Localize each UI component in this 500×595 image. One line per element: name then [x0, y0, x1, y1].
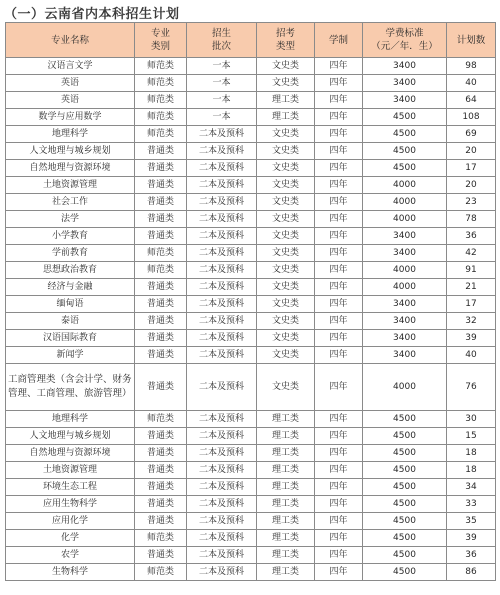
exam-type-cell: 文史类 [257, 279, 315, 296]
plan-cell: 39 [447, 530, 496, 547]
plan-cell: 34 [447, 479, 496, 496]
fee-cell: 4500 [363, 143, 447, 160]
table-row [6, 177, 496, 194]
major-cell: 泰语 [6, 313, 135, 330]
fee-cell: 4500 [363, 462, 447, 479]
batch-cell: 二本及预科 [187, 160, 257, 177]
years-cell: 四年 [315, 347, 363, 364]
fee-cell: 3400 [363, 228, 447, 245]
plan-cell: 36 [447, 228, 496, 245]
years-cell: 四年 [315, 530, 363, 547]
major-cell: 汉语国际教育 [6, 330, 135, 347]
fee-cell: 3400 [363, 330, 447, 347]
category-cell: 普通类 [135, 347, 187, 364]
years-cell: 四年 [315, 445, 363, 462]
major-cell: 土地资源管理 [6, 177, 135, 194]
category-cell: 普通类 [135, 279, 187, 296]
years-cell: 四年 [315, 143, 363, 160]
batch-cell: 二本及预科 [187, 245, 257, 262]
exam-type-cell: 文史类 [257, 364, 315, 411]
major-cell: 英语 [6, 92, 135, 109]
exam-type-cell: 文史类 [257, 296, 315, 313]
years-cell: 四年 [315, 547, 363, 564]
header-category: 专业 类别 [135, 23, 187, 58]
exam-type-cell: 文史类 [257, 194, 315, 211]
fee-cell: 4500 [363, 530, 447, 547]
plan-cell: 39 [447, 330, 496, 347]
years-cell: 四年 [315, 262, 363, 279]
fee-cell: 3400 [363, 245, 447, 262]
fee-cell: 4000 [363, 194, 447, 211]
batch-cell: 二本及预科 [187, 177, 257, 194]
category-cell: 师范类 [135, 126, 187, 143]
plan-cell: 18 [447, 445, 496, 462]
batch-cell: 二本及预科 [187, 530, 257, 547]
major-cell: 汉语言文学 [6, 58, 135, 75]
batch-cell: 一本 [187, 92, 257, 109]
batch-cell: 二本及预科 [187, 330, 257, 347]
plan-cell: 36 [447, 547, 496, 564]
plan-cell: 69 [447, 126, 496, 143]
plan-cell: 17 [447, 160, 496, 177]
category-cell: 普通类 [135, 228, 187, 245]
years-cell: 四年 [315, 496, 363, 513]
plan-cell: 21 [447, 279, 496, 296]
major-cell: 化学 [6, 530, 135, 547]
fee-cell: 4500 [363, 496, 447, 513]
years-cell: 四年 [315, 462, 363, 479]
fee-cell: 4500 [363, 428, 447, 445]
category-cell: 普通类 [135, 445, 187, 462]
category-cell: 师范类 [135, 262, 187, 279]
batch-cell: 二本及预科 [187, 228, 257, 245]
exam-type-cell: 理工类 [257, 92, 315, 109]
years-cell: 四年 [315, 479, 363, 496]
major-cell: 学前教育 [6, 245, 135, 262]
category-cell: 师范类 [135, 411, 187, 428]
major-cell: 小学教育 [6, 228, 135, 245]
fee-cell: 4000 [363, 364, 447, 411]
major-cell: 英语 [6, 75, 135, 92]
plan-cell: 64 [447, 92, 496, 109]
fee-cell: 3400 [363, 296, 447, 313]
plan-cell: 23 [447, 194, 496, 211]
major-cell: 地理科学 [6, 411, 135, 428]
batch-cell: 二本及预科 [187, 313, 257, 330]
category-cell: 普通类 [135, 513, 187, 530]
exam-type-cell: 文史类 [257, 211, 315, 228]
major-cell: 工商管理类（含会计学、财务管理、工商管理、旅游管理） [6, 364, 135, 411]
plan-cell: 86 [447, 564, 496, 581]
table-row [6, 75, 496, 92]
major-cell: 环境生态工程 [6, 479, 135, 496]
batch-cell: 二本及预科 [187, 411, 257, 428]
major-cell: 应用生物科学 [6, 496, 135, 513]
exam-type-cell: 文史类 [257, 177, 315, 194]
exam-type-cell: 文史类 [257, 143, 315, 160]
table-header-row [6, 23, 496, 58]
batch-cell: 二本及预科 [187, 194, 257, 211]
table-row [6, 211, 496, 228]
category-cell: 师范类 [135, 92, 187, 109]
header-major: 专业名称 [6, 23, 135, 58]
plan-cell: 18 [447, 462, 496, 479]
exam-type-cell: 理工类 [257, 530, 315, 547]
category-cell: 普通类 [135, 479, 187, 496]
fee-cell: 4500 [363, 126, 447, 143]
years-cell: 四年 [315, 330, 363, 347]
fee-cell: 3400 [363, 75, 447, 92]
major-cell: 土地资源管理 [6, 462, 135, 479]
exam-type-cell: 文史类 [257, 58, 315, 75]
years-cell: 四年 [315, 513, 363, 530]
table-row [6, 530, 496, 547]
exam-type-cell: 文史类 [257, 347, 315, 364]
batch-cell: 二本及预科 [187, 445, 257, 462]
plan-cell: 108 [447, 109, 496, 126]
years-cell: 四年 [315, 58, 363, 75]
page-title: （一）云南省内本科招生计划 [4, 7, 180, 22]
exam-type-cell: 理工类 [257, 547, 315, 564]
fee-cell: 4000 [363, 279, 447, 296]
header-years: 学制 [315, 23, 363, 58]
header-batch: 招生 批次 [187, 23, 257, 58]
batch-cell: 二本及预科 [187, 143, 257, 160]
table-row [6, 109, 496, 126]
exam-type-cell: 理工类 [257, 496, 315, 513]
years-cell: 四年 [315, 564, 363, 581]
header-plan: 计划数 [447, 23, 496, 58]
exam-type-cell: 文史类 [257, 75, 315, 92]
major-cell: 数学与应用数学 [6, 109, 135, 126]
batch-cell: 二本及预科 [187, 347, 257, 364]
exam-type-cell: 文史类 [257, 160, 315, 177]
plan-cell: 35 [447, 513, 496, 530]
table-row [6, 228, 496, 245]
batch-cell: 二本及预科 [187, 211, 257, 228]
years-cell: 四年 [315, 160, 363, 177]
batch-cell: 二本及预科 [187, 364, 257, 411]
exam-type-cell: 文史类 [257, 126, 315, 143]
header-exam-type: 招考 类型 [257, 23, 315, 58]
table-row [6, 279, 496, 296]
years-cell: 四年 [315, 228, 363, 245]
years-cell: 四年 [315, 313, 363, 330]
years-cell: 四年 [315, 177, 363, 194]
plan-cell: 20 [447, 143, 496, 160]
years-cell: 四年 [315, 411, 363, 428]
exam-type-cell: 理工类 [257, 411, 315, 428]
exam-type-cell: 文史类 [257, 228, 315, 245]
category-cell: 普通类 [135, 143, 187, 160]
table-row [6, 513, 496, 530]
years-cell: 四年 [315, 211, 363, 228]
fee-cell: 4000 [363, 262, 447, 279]
years-cell: 四年 [315, 92, 363, 109]
table-row [6, 496, 496, 513]
category-cell: 普通类 [135, 194, 187, 211]
batch-cell: 一本 [187, 75, 257, 92]
enrollment-plan-table [5, 22, 496, 581]
exam-type-cell: 理工类 [257, 445, 315, 462]
major-cell: 人文地理与城乡规划 [6, 143, 135, 160]
major-cell: 生物科学 [6, 564, 135, 581]
category-cell: 师范类 [135, 58, 187, 75]
exam-type-cell: 文史类 [257, 330, 315, 347]
plan-cell: 98 [447, 58, 496, 75]
header-fee: 学费标准 （元／年．生） [363, 23, 447, 58]
table-row [6, 194, 496, 211]
table-row [6, 313, 496, 330]
plan-cell: 15 [447, 428, 496, 445]
major-cell: 应用化学 [6, 513, 135, 530]
major-cell: 缅甸语 [6, 296, 135, 313]
fee-cell: 4500 [363, 479, 447, 496]
category-cell: 普通类 [135, 313, 187, 330]
category-cell: 师范类 [135, 109, 187, 126]
exam-type-cell: 理工类 [257, 479, 315, 496]
table-row [6, 364, 496, 411]
batch-cell: 一本 [187, 58, 257, 75]
table-row [6, 347, 496, 364]
major-cell: 自然地理与资源环境 [6, 160, 135, 177]
major-cell: 新闻学 [6, 347, 135, 364]
fee-cell: 3400 [363, 58, 447, 75]
plan-cell: 30 [447, 411, 496, 428]
plan-cell: 17 [447, 296, 496, 313]
table-row [6, 126, 496, 143]
exam-type-cell: 理工类 [257, 564, 315, 581]
category-cell: 普通类 [135, 428, 187, 445]
category-cell: 普通类 [135, 296, 187, 313]
plan-cell: 33 [447, 496, 496, 513]
exam-type-cell: 文史类 [257, 313, 315, 330]
table-row [6, 296, 496, 313]
category-cell: 师范类 [135, 75, 187, 92]
table-row [6, 58, 496, 75]
plan-cell: 91 [447, 262, 496, 279]
exam-type-cell: 文史类 [257, 245, 315, 262]
table-row [6, 143, 496, 160]
plan-cell: 40 [447, 347, 496, 364]
years-cell: 四年 [315, 126, 363, 143]
plan-cell: 40 [447, 75, 496, 92]
fee-cell: 4000 [363, 177, 447, 194]
major-cell: 经济与金融 [6, 279, 135, 296]
major-cell: 自然地理与资源环境 [6, 445, 135, 462]
batch-cell: 二本及预科 [187, 547, 257, 564]
batch-cell: 二本及预科 [187, 462, 257, 479]
years-cell: 四年 [315, 279, 363, 296]
exam-type-cell: 文史类 [257, 262, 315, 279]
batch-cell: 二本及预科 [187, 262, 257, 279]
table-row [6, 262, 496, 279]
table-row [6, 445, 496, 462]
table-row [6, 160, 496, 177]
table-row [6, 479, 496, 496]
years-cell: 四年 [315, 296, 363, 313]
batch-cell: 二本及预科 [187, 564, 257, 581]
years-cell: 四年 [315, 364, 363, 411]
category-cell: 普通类 [135, 462, 187, 479]
batch-cell: 二本及预科 [187, 279, 257, 296]
table-row [6, 411, 496, 428]
plan-cell: 76 [447, 364, 496, 411]
years-cell: 四年 [315, 194, 363, 211]
years-cell: 四年 [315, 109, 363, 126]
years-cell: 四年 [315, 245, 363, 262]
batch-cell: 二本及预科 [187, 513, 257, 530]
major-cell: 地理科学 [6, 126, 135, 143]
batch-cell: 一本 [187, 109, 257, 126]
category-cell: 普通类 [135, 211, 187, 228]
category-cell: 普通类 [135, 496, 187, 513]
table-row [6, 245, 496, 262]
fee-cell: 3400 [363, 92, 447, 109]
fee-cell: 4500 [363, 160, 447, 177]
batch-cell: 二本及预科 [187, 296, 257, 313]
plan-cell: 32 [447, 313, 496, 330]
fee-cell: 4500 [363, 411, 447, 428]
exam-type-cell: 理工类 [257, 513, 315, 530]
fee-cell: 3400 [363, 347, 447, 364]
years-cell: 四年 [315, 75, 363, 92]
exam-type-cell: 理工类 [257, 428, 315, 445]
category-cell: 师范类 [135, 530, 187, 547]
table-row [6, 462, 496, 479]
major-cell: 法学 [6, 211, 135, 228]
category-cell: 普通类 [135, 364, 187, 411]
plan-cell: 42 [447, 245, 496, 262]
category-cell: 师范类 [135, 245, 187, 262]
fee-cell: 4500 [363, 109, 447, 126]
category-cell: 普通类 [135, 330, 187, 347]
major-cell: 社会工作 [6, 194, 135, 211]
fee-cell: 4500 [363, 513, 447, 530]
category-cell: 师范类 [135, 564, 187, 581]
major-cell: 人文地理与城乡规划 [6, 428, 135, 445]
batch-cell: 二本及预科 [187, 428, 257, 445]
batch-cell: 二本及预科 [187, 126, 257, 143]
batch-cell: 二本及预科 [187, 479, 257, 496]
plan-cell: 20 [447, 177, 496, 194]
table-row [6, 564, 496, 581]
exam-type-cell: 理工类 [257, 109, 315, 126]
table-row [6, 330, 496, 347]
major-cell: 思想政治教育 [6, 262, 135, 279]
category-cell: 普通类 [135, 160, 187, 177]
plan-cell: 78 [447, 211, 496, 228]
exam-type-cell: 理工类 [257, 462, 315, 479]
fee-cell: 3400 [363, 313, 447, 330]
major-cell: 农学 [6, 547, 135, 564]
fee-cell: 4000 [363, 211, 447, 228]
fee-cell: 4500 [363, 445, 447, 462]
table-row [6, 92, 496, 109]
batch-cell: 二本及预科 [187, 496, 257, 513]
category-cell: 普通类 [135, 547, 187, 564]
fee-cell: 4500 [363, 564, 447, 581]
table-row [6, 547, 496, 564]
fee-cell: 4500 [363, 547, 447, 564]
table-row [6, 428, 496, 445]
years-cell: 四年 [315, 428, 363, 445]
category-cell: 普通类 [135, 177, 187, 194]
